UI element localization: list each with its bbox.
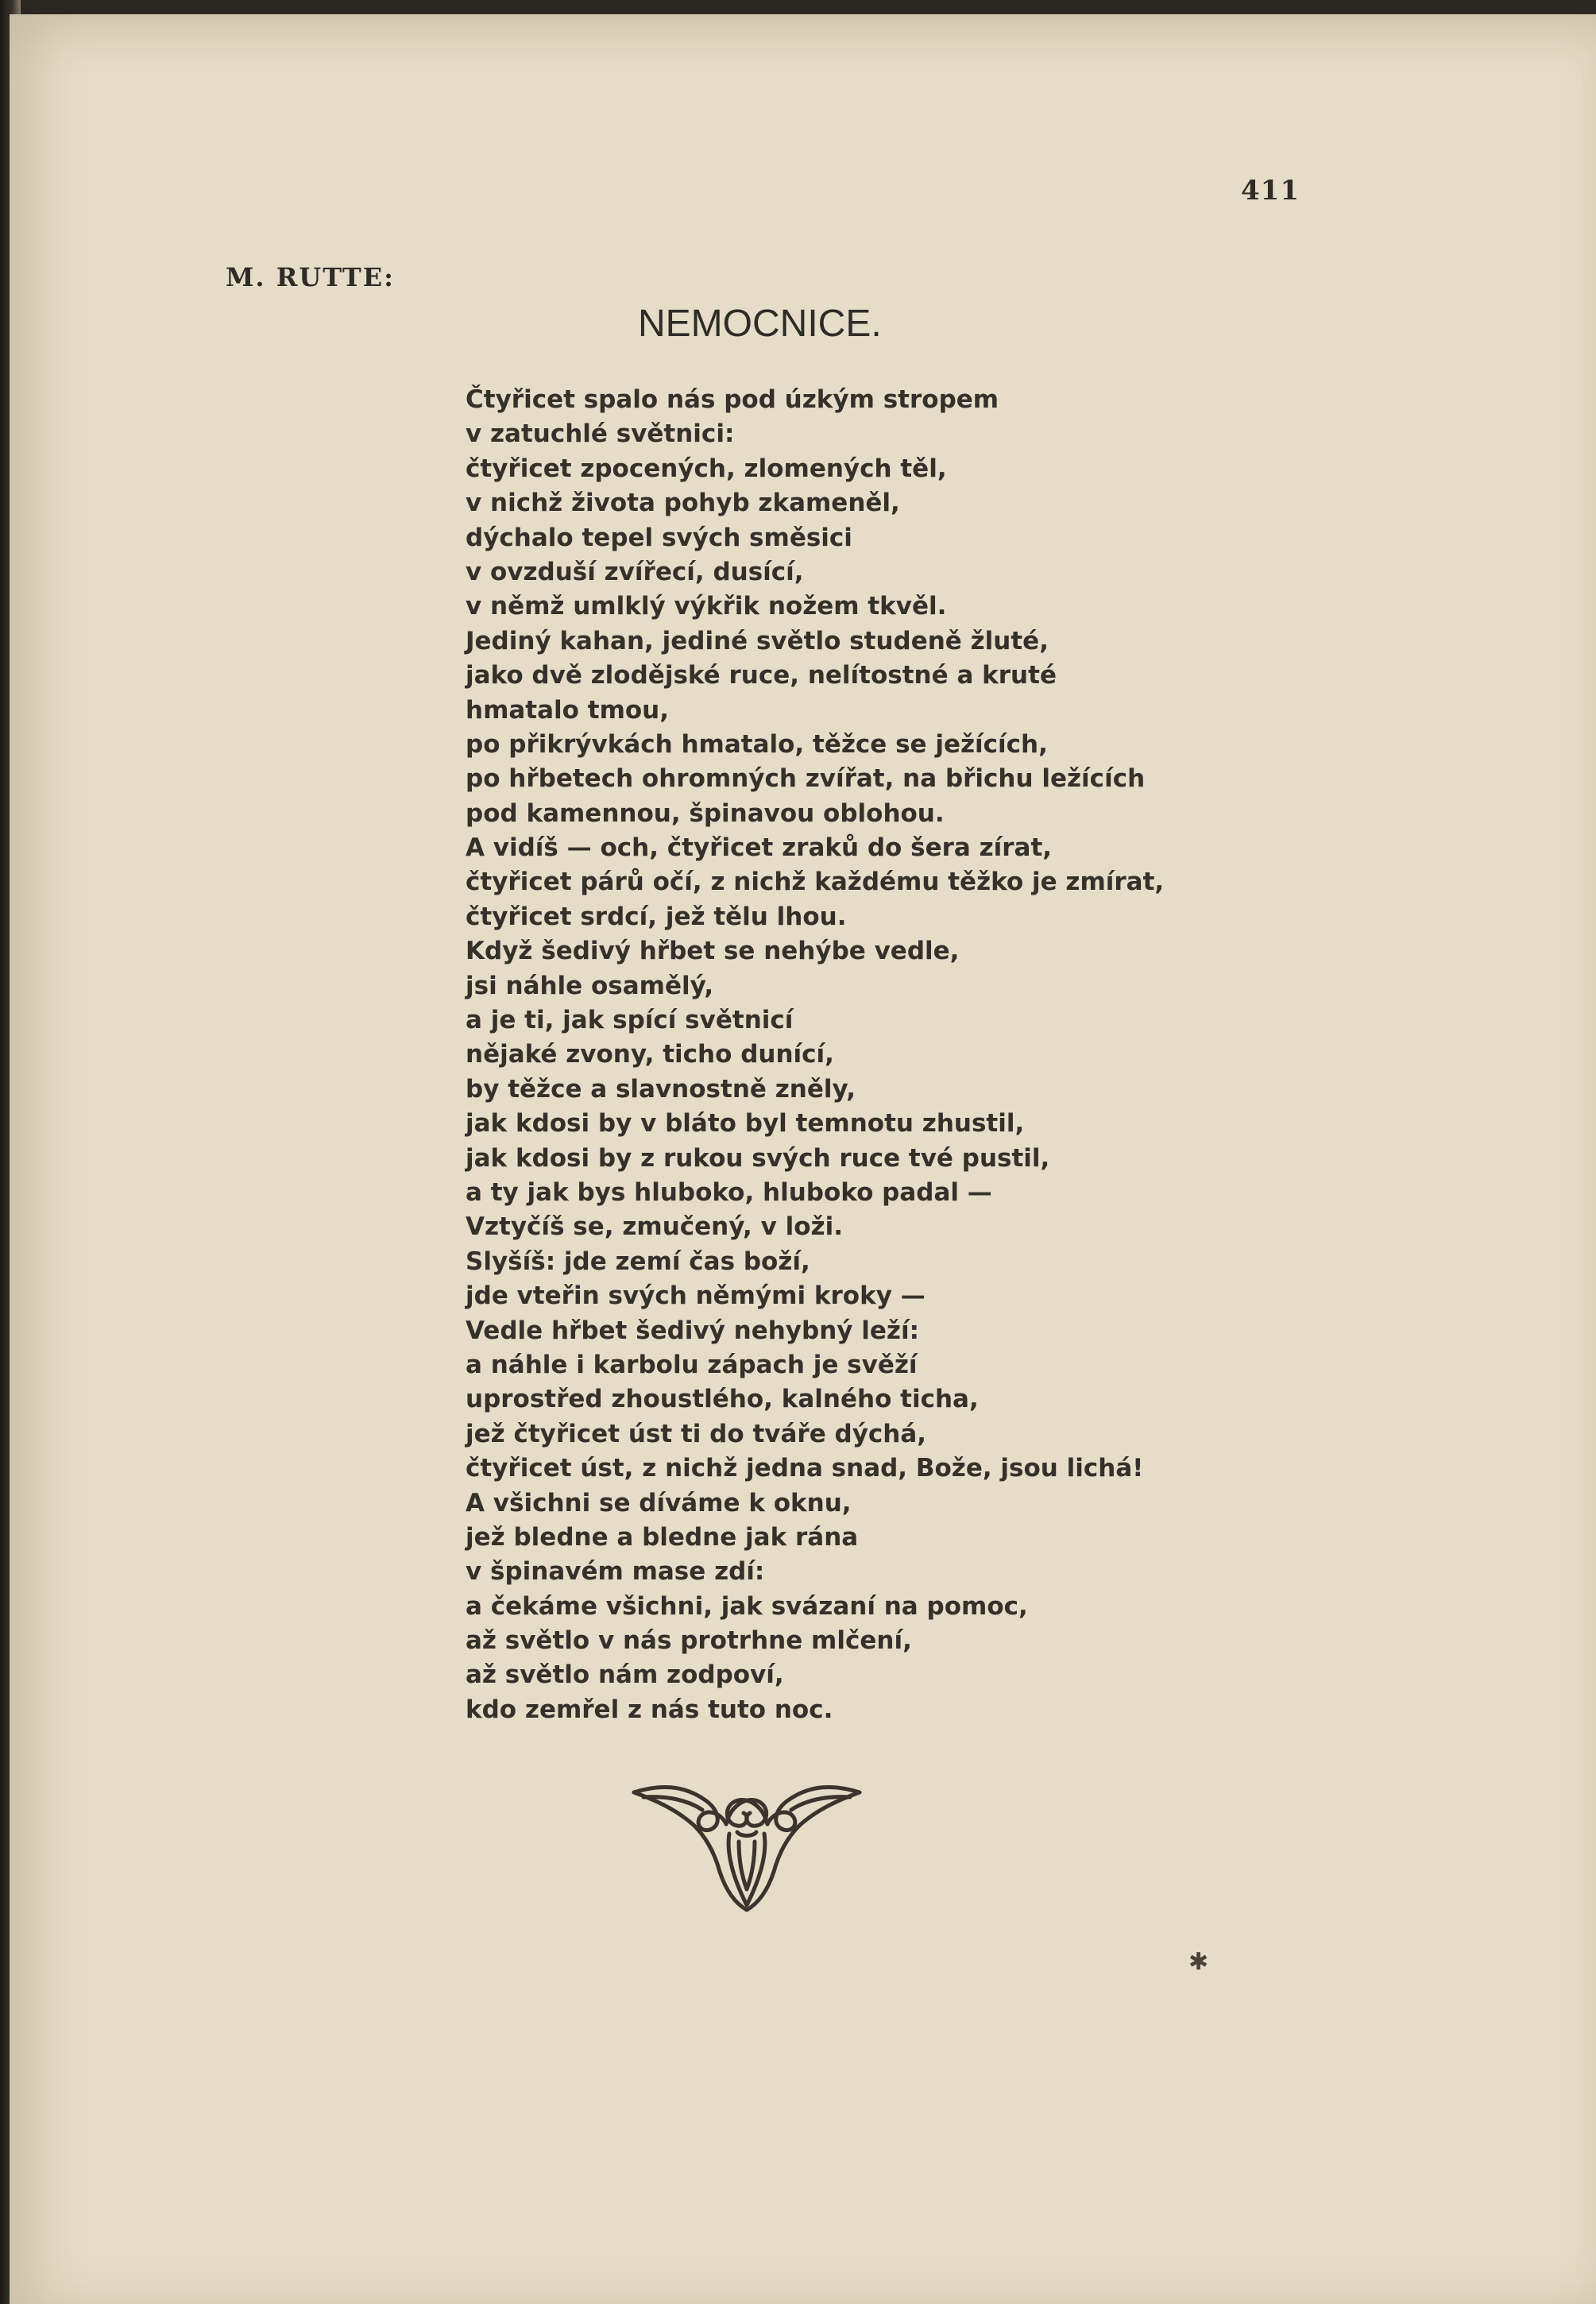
poem-line: v zatuchlé světnici: bbox=[466, 419, 735, 449]
poem-line: jak kdosi by z rukou svých ruce tvé pustil, bbox=[466, 1143, 1050, 1173]
poem-line: dýchalo tepel svých směsici bbox=[466, 523, 852, 552]
poem-line: jak kdosi by v bláto byl temnotu zhustil, bbox=[466, 1109, 1025, 1138]
poem-line: až světlo v nás protrhne mlčení, bbox=[466, 1626, 912, 1656]
poem-line: Čtyřicet spalo nás pod úzkým stropem bbox=[466, 385, 999, 414]
poem-line: v špinavém mase zdí: bbox=[466, 1557, 765, 1587]
poem-line: Slyšíš: jde zemí čas boží, bbox=[466, 1247, 810, 1276]
poem-line: hmatalo tmou, bbox=[466, 695, 670, 725]
page-number: 411 bbox=[1241, 175, 1300, 207]
poem-line: a čekáme všichni, jak svázaní na pomoc, bbox=[466, 1591, 1028, 1621]
poem-line: jde vteřin svých němými kroky — bbox=[466, 1282, 926, 1311]
poem-line: v němž umlklý výkřik nožem tkvěl. bbox=[466, 592, 947, 621]
poem-line: jsi náhle osamělý, bbox=[466, 971, 714, 1000]
poem-line: jež čtyřicet úst ti do tváře dýchá, bbox=[466, 1419, 927, 1448]
poem-line: a ty jak bys hluboko, hluboko padal — bbox=[466, 1177, 992, 1207]
author-name: M. RUTTE: bbox=[226, 262, 395, 292]
poem-title: NEMOCNICE. bbox=[638, 303, 882, 345]
poem-line: po přikrývkách hmatalo, těžce se ježících, bbox=[466, 729, 1048, 759]
poem-line: čtyřicet zpocených, zlomených těl, bbox=[466, 454, 947, 483]
poem-line: uprostřed zhoustlého, kalného ticha, bbox=[466, 1385, 979, 1414]
poem-line: Vztyčíš se, zmučený, v loži. bbox=[466, 1212, 843, 1242]
poem-line: Vedle hřbet šedivý nehybný leží: bbox=[466, 1316, 919, 1345]
poem-line: až světlo nám zodpoví, bbox=[466, 1660, 784, 1690]
poem-line: pod kamennou, špinavou oblohou. bbox=[466, 798, 945, 828]
poem-line: a náhle i karbolu zápach je svěží bbox=[466, 1350, 918, 1379]
asterism-mark: ✱ bbox=[1188, 1948, 1209, 1976]
poem-body bbox=[466, 383, 1260, 1727]
poem-line: A všichni se díváme k oknu, bbox=[466, 1488, 852, 1517]
art-nouveau-floral-vignette-icon bbox=[628, 1778, 866, 1913]
poem-line: v nichž života pohyb zkameněl, bbox=[466, 489, 900, 518]
poem-line: čtyřicet srdcí, jež tělu lhou. bbox=[466, 902, 847, 931]
poem-line: by těžce a slavnostně zněly, bbox=[466, 1074, 856, 1104]
poem-line: po hřbetech ohromných zvířat, na břichu ležících bbox=[466, 764, 1146, 794]
poem-line: Když šedivý hřbet se nehýbe vedle, bbox=[466, 937, 960, 966]
poem-line: čtyřicet úst, z nichž jedna snad, Bože, jsou lichá! bbox=[466, 1454, 1144, 1483]
poem-line: jež bledne a bledne jak rána bbox=[466, 1522, 859, 1552]
poem-line: kdo zemřel z nás tuto noc. bbox=[466, 1695, 833, 1724]
poem-line: A vidíš — och, čtyřicet zraků do šera zírat, bbox=[466, 833, 1053, 863]
poem-line: nějaké zvony, ticho dunící, bbox=[466, 1040, 834, 1069]
poem-line: čtyřicet párů očí, z nichž každému těžko je zmírat, bbox=[466, 868, 1165, 897]
poem-line: a je ti, jak spící světnicí bbox=[466, 1006, 794, 1035]
poem-line: jako dvě zlodějské ruce, nelítostné a kruté bbox=[466, 661, 1057, 690]
poem-line: Jediný kahan, jediné světlo studeně žluté, bbox=[466, 626, 1049, 655]
poem-line: v ovzduší zvířecí, dusící, bbox=[466, 557, 804, 586]
